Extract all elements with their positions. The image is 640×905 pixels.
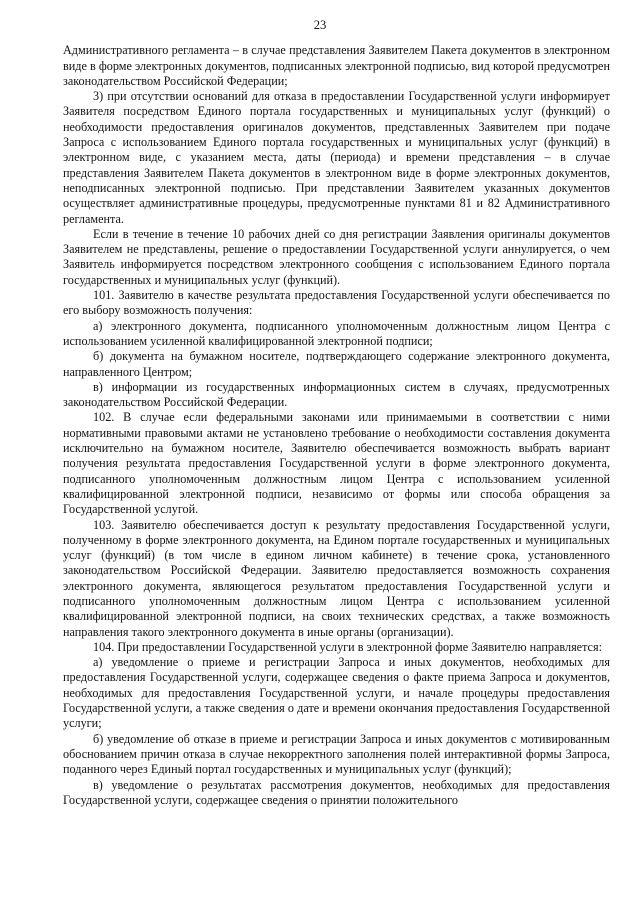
paragraph-104-a: а) уведомление о приеме и регистрации Запроса и иных документов, необходимых для предоставления Государственной услуги, содержащее сведения о факте приема Запроса и документов, необходимых для предоставления Государственной услуги, и начале процедуры предоставления Государственной услуги, а также сведения о дате и времени окончания предоставления Государственной услуги; bbox=[63, 655, 610, 731]
paragraph-104: 104. При предоставлении Государственной услуги в электронной форме Заявителю направляется: bbox=[93, 639, 602, 654]
paragraph-continuation: Административного регламента – в случае представления Заявителем Пакета документов в электронном виде в форме электронных документов, подписанных электронной подписью, вид которой предусмотрен законодательством Российской Федерации; bbox=[63, 43, 610, 88]
paragraph-101-a: а) электронного документа, подписанного уполномоченным должностным лицом Центра с использованием усиленной квалифицированной электронной подписи; bbox=[63, 318, 610, 348]
paragraph-originals-deadline: Если в течение в течение 10 рабочих дней со дня регистрации Заявления оригиналы документов Заявителем не представлены, решение о предоставлении Государственной услуги аннулируется, о чем Заявитель информируется посредством электронного сообщения с использованием Единого портала государственных и муниципальных услуг (функций). bbox=[63, 226, 610, 287]
paragraph-101-b: б) документа на бумажном носителе, подтверждающего содержание электронного документа, направленного Центром; bbox=[63, 349, 610, 379]
paragraph-101-v: в) информации из государственных информационных систем в случаях, предусмотренных законодательством Российской Федерации. bbox=[63, 379, 610, 410]
paragraph-101: 101. Заявителю в качестве результата предоставления Государственной услуги обеспечивается по его выбору возможность получения: bbox=[63, 288, 610, 318]
paragraph-102: 102. В случае если федеральными законами или принимаемыми в соответствии с ними нормативными правовыми актами не установлено требование о необходимости составления документа исключительно на бумажном носителе, Заявителю обеспечивается возможность выбрать вариант получения результата предоставления Государственной услуги в форме электронного документа, подписанного уполномоченным должностным лицом Центра с использованием усиленной квалифицированной электронной подписи, независимо от формы или способа обращения за Государственной услугой. bbox=[63, 410, 610, 517]
page-number: 23 bbox=[313, 18, 327, 32]
paragraph-item-3: 3) при отсутствии оснований для отказа в предоставлении Государственной услуги информирует Заявителя посредством Единого портала государственных и муниципальных услуг (функций) о необходимости предоставления оригиналов документов, представленных Заявителем при подаче Запроса с использованием Единого портала государственных и муниципальных услуг (функций) в электронном виде, с указанием места, даты (периода) и времени представления – в случае представления Заявителем Пакета документов в электронном виде в форме электронных документов, неподписанных электронной подписью. При представлении Заявителем указанных документов осуществляет административные процедуры, предусмотренные пунктами 81 и 82 Административного регламента. bbox=[63, 89, 610, 226]
paragraph-103: 103. Заявителю обеспечивается доступ к результату предоставления Государственной услуги, полученному в форме электронного документа, на Едином портале государственных и муниципальных услуг (функций) (в том числе в едином личном кабинете) в течение срока, установленного законодательством Российской Федерации. Заявителю предоставляется возможность сохранения электронного документа, являющегося результатом предоставления Государственной услуги и подписанного уполномоченным должностным лицом Центра с использованием усиленной квалифицированной электронной подписи, на своих технических средствах, а также возможность направления такого электронного документа в иные органы (организации). bbox=[63, 517, 610, 639]
paragraph-104-b: б) уведомление об отказе в приеме и регистрации Запроса и иных документов с мотивированным обоснованием причин отказа в случае некорректного заполнения полей интерактивной формы Запроса, поданного через Единый портал государственных и муниципальных услуг (функций); bbox=[63, 731, 610, 777]
paragraph-104-v: в) уведомление о результатах рассмотрения документов, необходимых для предоставления Государственной услуги, содержащее сведения о принятии положительного bbox=[63, 777, 610, 807]
